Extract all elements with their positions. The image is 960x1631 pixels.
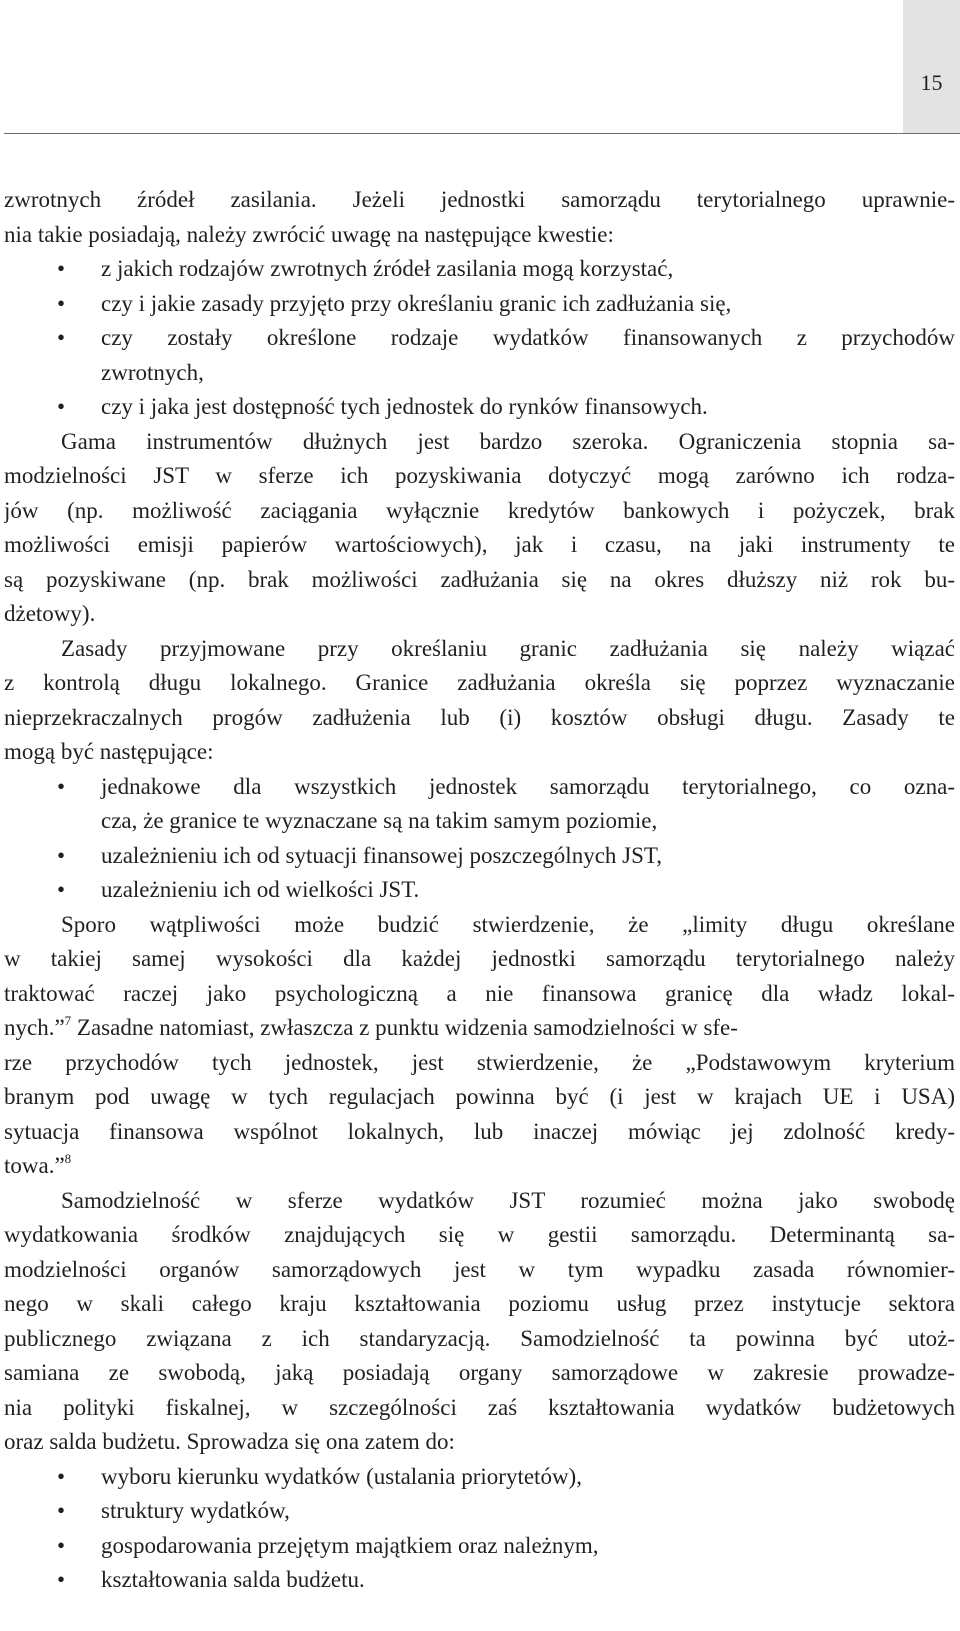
list-item: [4, 1494, 955, 1529]
list-item: [4, 287, 955, 322]
text-line: publicznego związana z ich standaryzacją. Samodzielność ta powinna być utoż-: [4, 1325, 955, 1351]
text-line: wydatkowania środków znajdujących się w gestii samorządu. Determinantą sa-: [4, 1222, 955, 1247]
list-item-text: z jakich rodzajów zwrotnych źródeł zasilania mogą korzystać,: [101, 256, 674, 281]
list-item: [4, 1460, 955, 1495]
text-line: traktować raczej jako psychologiczną a nie finansowa granicę dla władz lokal-: [4, 980, 955, 1006]
text-fragment: nych.”: [4, 1015, 65, 1040]
list-item: [4, 1563, 955, 1598]
bullet-icon: •: [57, 877, 66, 902]
list-item-text: wyboru kierunku wydatków (ustalania priorytetów),: [101, 1463, 582, 1489]
text-line: Zasady przyjmowane przy określaniu granic zadłużania się należy wiązać: [61, 635, 955, 661]
header-rule: [4, 133, 960, 134]
footnote-ref-7: 7: [64, 1013, 72, 1028]
text-line: branym pod uwagę w tych regulacjach powinna być (i jest w krajach UE i USA): [4, 1084, 955, 1109]
text-line: Gama instrumentów dłużnych jest bardzo szeroka. Ograniczenia stopnia sa-: [61, 428, 955, 454]
text-line: [4, 1149, 955, 1184]
list-item-text: uzależnieniu ich od sytuacji finansowej poszczególnych JST,: [101, 842, 662, 868]
bullet-icon: •: [57, 256, 66, 281]
text-line: Samodzielność w sferze wydatków JST rozumieć można jako swobodę: [61, 1187, 955, 1213]
bullet-icon: •: [57, 773, 66, 799]
page-number: 15: [920, 70, 943, 95]
text-line: nia takie posiadają, należy zwrócić uwagę na następujące kwestie:: [4, 221, 614, 247]
bullet-icon: •: [57, 290, 66, 316]
text-line: Sporo wątpliwości może budzić stwierdzenie, że „limity długu określane: [61, 911, 955, 937]
list-item: [4, 1529, 955, 1564]
list-item-continuation: zwrotnych,: [101, 359, 204, 385]
list-item: [4, 390, 955, 425]
body-text: [4, 183, 955, 1598]
text-line: modzielności organów samorządowych jest w tym wypadku zasada równomier-: [4, 1256, 955, 1282]
text-line: mogą być następujące:: [4, 739, 214, 764]
list-item: [4, 873, 955, 908]
text-line: z kontrolą długu lokalnego. Granice zadłużania określa się poprzez wyznaczanie: [4, 670, 955, 695]
text-line: modzielności JST w sferze ich pozyskiwania dotyczyć mogą zarówno ich rodza-: [4, 463, 955, 488]
text-fragment: towa.”: [4, 1153, 65, 1178]
page-number-tab: [903, 0, 960, 133]
bullet-icon: •: [57, 1567, 66, 1592]
list-item-text: czy i jaka jest dostępność tych jednostek do rynków finansowych.: [101, 394, 708, 419]
bullet-icon: •: [57, 394, 66, 419]
list-item-text: struktury wydatków,: [101, 1498, 290, 1523]
list-item-text: jednakowe dla wszystkich jednostek samorządu terytorialnego, co ozna-: [101, 773, 955, 799]
list-item: [4, 770, 955, 805]
list-item: [4, 321, 955, 356]
text-line: nia polityki fiskalnej, w szczególności zaś kształtowania wydatków budżetowych: [4, 1394, 955, 1420]
text-line: oraz salda budżetu. Sprowadza się ona zatem do:: [4, 1429, 455, 1454]
list-item-text: kształtowania salda budżetu.: [101, 1567, 365, 1592]
bullet-icon: •: [57, 1463, 66, 1489]
text-line: jów (np. możliwość zaciągania wyłącznie kredytów bankowych i pożyczek, brak: [4, 497, 955, 523]
list-item-text: czy i jakie zasady przyjęto przy określaniu granic ich zadłużania się,: [101, 290, 732, 316]
footnote-ref-8: 8: [64, 1151, 72, 1166]
text-line: nieprzekraczalnych progów zadłużenia lub (i) kosztów obsługi długu. Zasady te: [4, 704, 955, 730]
text-line: samiana ze swobodą, jaką posiadają organy samorządowe w zakresie prowadze-: [4, 1360, 955, 1385]
text-line: zwrotnych źródeł zasilania. Jeżeli jednostki samorządu terytorialnego uprawnie-: [4, 187, 955, 212]
list-item-text: czy zostały określone rodzaje wydatków finansowanych z przychodów: [101, 325, 955, 350]
text-line: dżetowy).: [4, 601, 96, 626]
list-item: [4, 252, 955, 287]
bullet-icon: •: [57, 325, 66, 350]
list-item-text: gospodarowania przejętym majątkiem oraz należnym,: [101, 1532, 599, 1558]
bullet-icon: •: [57, 842, 66, 868]
text-line: w takiej samej wysokości dla każdej jednostki samorządu terytorialnego należy: [4, 946, 955, 971]
text-line: sytuacja finansowa wspólnot lokalnych, lub inaczej mówiąc jej zdolność kredy-: [4, 1118, 955, 1144]
text-line: możliwości emisji papierów wartościowych), jak i czasu, na jaki instrumenty te: [4, 532, 955, 557]
text-line: rze przychodów tych jednostek, jest stwierdzenie, że „Podstawowym kryterium: [4, 1049, 955, 1075]
text-line: nego w skali całego kraju kształtowania poziomu usług przez instytucje sektora: [4, 1291, 955, 1316]
bullet-icon: •: [57, 1532, 66, 1558]
text-line: są pozyskiwane (np. brak możliwości zadłużania się na okres dłuższy niż rok bu-: [4, 566, 955, 592]
list-item-text: uzależnieniu ich od wielkości JST.: [101, 877, 420, 902]
list-item: [4, 839, 955, 874]
text-fragment: Zasadne natomiast, zwłaszcza z punktu widzenia samodzielności w sfe-: [71, 1015, 738, 1040]
bullet-icon: •: [57, 1498, 66, 1523]
text-line: [4, 1011, 955, 1046]
list-item-continuation: cza, że granice te wyznaczane są na takim samym poziomie,: [101, 808, 658, 833]
